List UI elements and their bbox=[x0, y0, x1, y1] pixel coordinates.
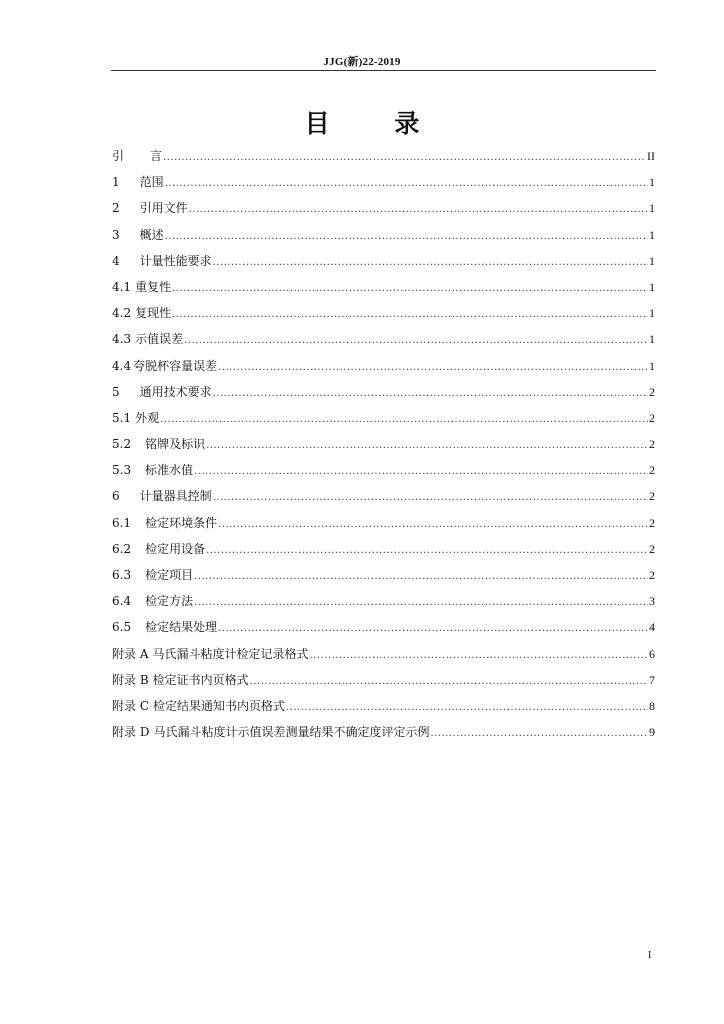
toc-leader-dots bbox=[250, 672, 648, 692]
toc-entry-label: 外观 bbox=[135, 410, 160, 425]
toc-entry-number: 6.5 bbox=[112, 620, 132, 635]
toc-entry-number: 5.1 bbox=[112, 410, 132, 425]
toc-entry[interactable] bbox=[112, 225, 655, 251]
toc-entry-label: 标准水值 bbox=[145, 463, 194, 478]
toc-entry[interactable] bbox=[112, 722, 655, 748]
toc-entry-label: 马氏漏斗粘度计示值误差测量结果不确定度评定示例 bbox=[153, 725, 430, 740]
toc-leader-dots bbox=[213, 384, 648, 404]
toc-entry-number: 6.2 bbox=[112, 541, 132, 556]
toc-entry-page: 1 bbox=[649, 306, 655, 321]
toc-leader-dots bbox=[213, 488, 648, 508]
toc-entry-page: 9 bbox=[649, 725, 655, 740]
toc-entry-label: 概述 bbox=[139, 227, 164, 242]
toc-entry-number: 附录 B bbox=[112, 672, 149, 687]
toc-entry-page: 1 bbox=[649, 279, 655, 294]
toc-leader-dots bbox=[310, 646, 649, 666]
toc-entry-label: 检定方法 bbox=[145, 594, 194, 609]
toc-entry-label: 检定结果处理 bbox=[145, 620, 218, 635]
toc-leader-dots bbox=[194, 462, 648, 482]
toc-entry-label: 示值误差 bbox=[135, 332, 184, 347]
toc-entry-number: 4.2 bbox=[112, 306, 132, 321]
toc-entry-number: 1 bbox=[112, 175, 120, 190]
toc-leader-dots bbox=[165, 227, 648, 247]
toc-entry-page: 1 bbox=[649, 358, 655, 373]
toc-entry-page: 2 bbox=[649, 437, 655, 452]
toc-leader-dots bbox=[172, 279, 648, 299]
toc-entry-label: 铭牌及标识 bbox=[145, 437, 206, 452]
toc-entry-page: 8 bbox=[649, 698, 655, 713]
toc-leader-dots bbox=[218, 515, 648, 535]
toc-leader-dots bbox=[206, 541, 648, 561]
toc-entry-page: 1 bbox=[649, 253, 655, 268]
toc-entry-page: 4 bbox=[649, 620, 655, 635]
toc-leader-dots bbox=[194, 567, 648, 587]
toc-entry-number: 4.4 bbox=[112, 358, 132, 373]
toc-entry-number: 2 bbox=[112, 201, 120, 216]
toc-entry-label: 检定环境条件 bbox=[145, 515, 218, 530]
toc-entry[interactable] bbox=[112, 408, 655, 434]
toc-entry[interactable] bbox=[112, 329, 655, 355]
toc-entry-number: 5.2 bbox=[112, 437, 132, 452]
toc-entry-number: 4 bbox=[112, 253, 120, 268]
toc-entry-number: 引 bbox=[112, 149, 125, 163]
toc-leader-dots bbox=[213, 253, 648, 273]
toc-entry-page: 3 bbox=[649, 594, 655, 609]
toc-entry-label: 重复性 bbox=[135, 279, 172, 294]
toc-entry-number: 6.3 bbox=[112, 568, 132, 582]
toc-entry[interactable] bbox=[112, 591, 655, 617]
toc-entry-page: 2 bbox=[649, 384, 655, 399]
toc-entry[interactable] bbox=[112, 198, 655, 224]
toc-entry-number: 附录 A bbox=[112, 646, 149, 661]
toc-entry-label: 计量器具控制 bbox=[139, 489, 212, 504]
toc-entry-label: 引用文件 bbox=[139, 201, 188, 216]
toc-entry-page: II bbox=[647, 149, 655, 163]
toc-entry-page: 2 bbox=[649, 410, 655, 425]
toc-entry[interactable] bbox=[112, 486, 655, 512]
toc-entry-number: 附录 C bbox=[112, 698, 149, 713]
toc-entry-label: 检定项目 bbox=[145, 568, 194, 582]
toc-leader-dots bbox=[206, 436, 648, 456]
toc-leader-dots bbox=[189, 200, 648, 220]
toc-leader-dots bbox=[163, 148, 646, 168]
toc-entry-page: 2 bbox=[649, 463, 655, 478]
toc-leader-dots bbox=[218, 358, 648, 378]
toc-entry-page: 1 bbox=[649, 201, 655, 216]
toc-entry-page: 6 bbox=[649, 646, 655, 661]
toc-leader-dots bbox=[218, 619, 648, 639]
toc-entry[interactable] bbox=[112, 670, 655, 696]
toc-entry[interactable] bbox=[112, 382, 655, 408]
toc-entry-label: 夸脱杯容量误差 bbox=[133, 358, 218, 373]
toc-entry[interactable] bbox=[112, 696, 655, 722]
header-divider bbox=[111, 70, 656, 71]
toc-entry-label: 言 bbox=[150, 149, 163, 163]
toc-entry-label: 检定证书内页格式 bbox=[152, 672, 249, 687]
toc-entry-number: 附录 D bbox=[112, 725, 150, 740]
toc-entry-number: 6.4 bbox=[112, 594, 132, 609]
toc-entry-number: 6 bbox=[112, 489, 120, 504]
toc-entry-label: 检定结果通知书内页格式 bbox=[153, 698, 286, 713]
toc-entry-page: 1 bbox=[649, 175, 655, 190]
toc-entry[interactable] bbox=[112, 251, 655, 277]
toc-entry-number: 4.3 bbox=[112, 332, 132, 347]
toc-leader-dots bbox=[172, 305, 648, 325]
toc-leader-dots bbox=[165, 174, 648, 194]
toc-entry[interactable] bbox=[112, 356, 655, 382]
toc-entry-page: 2 bbox=[649, 515, 655, 530]
toc-title: 目 录 bbox=[304, 109, 448, 138]
toc-entry-page: 2 bbox=[649, 568, 655, 582]
toc-entry[interactable] bbox=[112, 513, 655, 539]
toc-entry-label: 通用技术要求 bbox=[139, 384, 212, 399]
toc-entry[interactable] bbox=[112, 434, 655, 460]
toc-leader-dots bbox=[286, 698, 648, 718]
toc-entry-page: 1 bbox=[649, 332, 655, 347]
toc-leader-dots bbox=[184, 331, 648, 351]
toc-entry-page: 1 bbox=[649, 227, 655, 242]
toc-entry[interactable] bbox=[112, 172, 655, 198]
toc-entry-number: 5 bbox=[112, 384, 120, 399]
table-of-contents bbox=[112, 146, 655, 748]
toc-entry-label: 复现性 bbox=[135, 306, 172, 321]
toc-entry-label: 范围 bbox=[139, 175, 164, 190]
toc-entry[interactable] bbox=[112, 565, 655, 591]
toc-entry-label: 计量性能要求 bbox=[139, 253, 212, 268]
toc-entry-number: 5.3 bbox=[112, 463, 132, 478]
toc-entry[interactable] bbox=[112, 303, 655, 329]
toc-leader-dots bbox=[194, 593, 648, 613]
toc-entry[interactable] bbox=[112, 539, 655, 565]
toc-leader-dots bbox=[430, 724, 648, 744]
toc-entry-number: 4.1 bbox=[112, 279, 132, 294]
toc-entry-number: 6.1 bbox=[112, 515, 132, 530]
toc-entry-label: 检定用设备 bbox=[145, 541, 206, 556]
toc-entry-page: 2 bbox=[649, 489, 655, 504]
toc-entry[interactable] bbox=[112, 617, 655, 643]
toc-entry[interactable] bbox=[112, 146, 655, 172]
toc-entry-label: 马氏漏斗粘度计检定记录格式 bbox=[152, 646, 309, 661]
toc-entry-number: 3 bbox=[112, 227, 120, 242]
toc-entry[interactable] bbox=[112, 644, 655, 670]
toc-entry-page: 7 bbox=[649, 672, 655, 687]
page-number: I bbox=[648, 950, 652, 961]
toc-entry-page: 2 bbox=[649, 541, 655, 556]
toc-entry[interactable] bbox=[112, 460, 655, 486]
toc-entry[interactable] bbox=[112, 277, 655, 303]
toc-leader-dots bbox=[160, 410, 648, 430]
document-code: JJG(新)22-2019 bbox=[323, 56, 401, 68]
